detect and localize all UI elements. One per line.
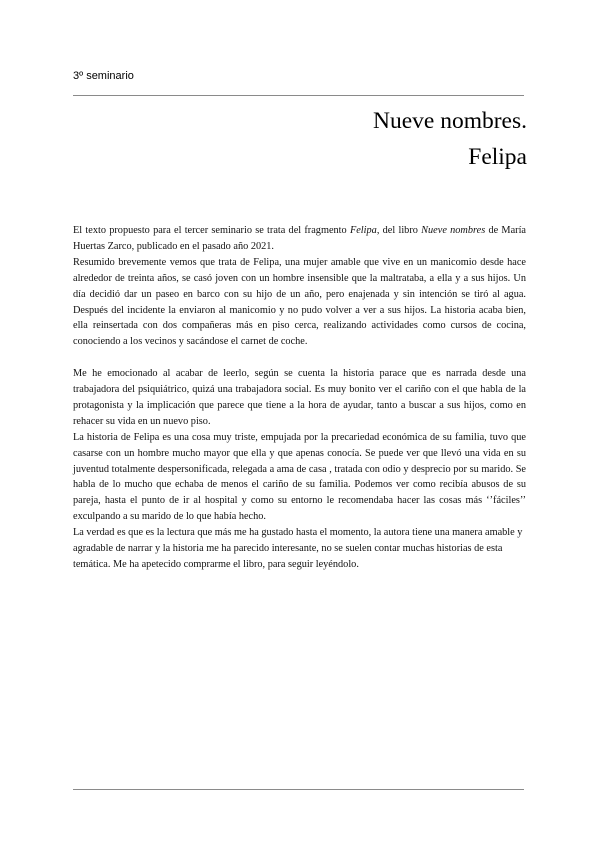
paragraph-intro: [73, 223, 526, 255]
intro-text-3: de María Huertas Zarco, publicado en el pasado año 2021.: [73, 225, 527, 252]
footer-divider: [73, 789, 524, 790]
title-line-1: Nueve nombres.: [372, 108, 527, 134]
title-line-2: Felipa: [468, 144, 527, 170]
intro-text-2: , del libro: [376, 225, 422, 236]
intro-text-1: El texto propuesto para el tercer seminario se trata del fragmento: [73, 225, 350, 236]
header-divider: [73, 95, 524, 96]
paragraph-opinion: Me he emocionado al acabar de leerlo, según se cuenta la historia parace que es narrada desde una trabajadora del psiquiátrico, quizá una trabajadora social. Es muy bonito ver el cariño con el que habla de la protagonista y la implicación que parece que tiene a la hora de ayudar, tanto a buscar a sus hijos, como en rehacer su vida en un nuevo piso.: [73, 368, 526, 427]
document-title: [373, 103, 527, 175]
paragraph-story: La historia de Felipa es una cosa muy triste, empujada por la precariedad económica de su familia, tuvo que casarse con un hombre mucho mayor que ella y que apenas conocía. Se puede ver que llevó una vida en su juventud totalmente despersonificada, relegada a ama de casa , tratada con odio y desprecio por su marido. Se habla de lo mucho que echaba de menos el cariño de su familia. Podemos ver como recibía abusos de su pareja, hasta el punto de ir al hospital y como su entorno le recomendaba hacer las cosas más ‘’fáciles’’ exculpando a su marido de lo que había hecho.: [73, 431, 526, 523]
intro-italic-felipa: Felipa: [349, 225, 377, 236]
intro-italic-book: Nueve nombres: [421, 225, 486, 236]
document-body: [73, 223, 526, 573]
paragraph-conclusion: La verdad es que es la lectura que más me ha gustado hasta el momento, la autora tiene una manera amable y agradable de narrar y la historia me ha parecido interesante, no se suelen contar muchas historias de esta temática. Me ha apetecido comprarme el libro, para seguir leyéndolo.: [73, 527, 523, 571]
paragraph-gap: [73, 350, 526, 366]
paragraph-summary: Resumido brevemente vemos que trata de Felipa, una mujer amable que vive en un manicomio desde hace alrededor de treinta años, se casó joven con un hombre insensible que la maltrataba, a ella y a sus hijos. Un día decidió dar un paseo en barco con su hijo de un año, pero enajenada y sin intención se tiró al agua. Después del incidente la enviaron al manicomio y no pudo volver a ver a sus hijos. La historia acaba bien, ella reinsertada con dos compañeras más en piso cerca, realizando actividades como cursos de cocina, conociendo a los vecinos y sacándose el carnet de coche.: [73, 256, 526, 348]
header-label: 3º seminario: [73, 70, 134, 82]
